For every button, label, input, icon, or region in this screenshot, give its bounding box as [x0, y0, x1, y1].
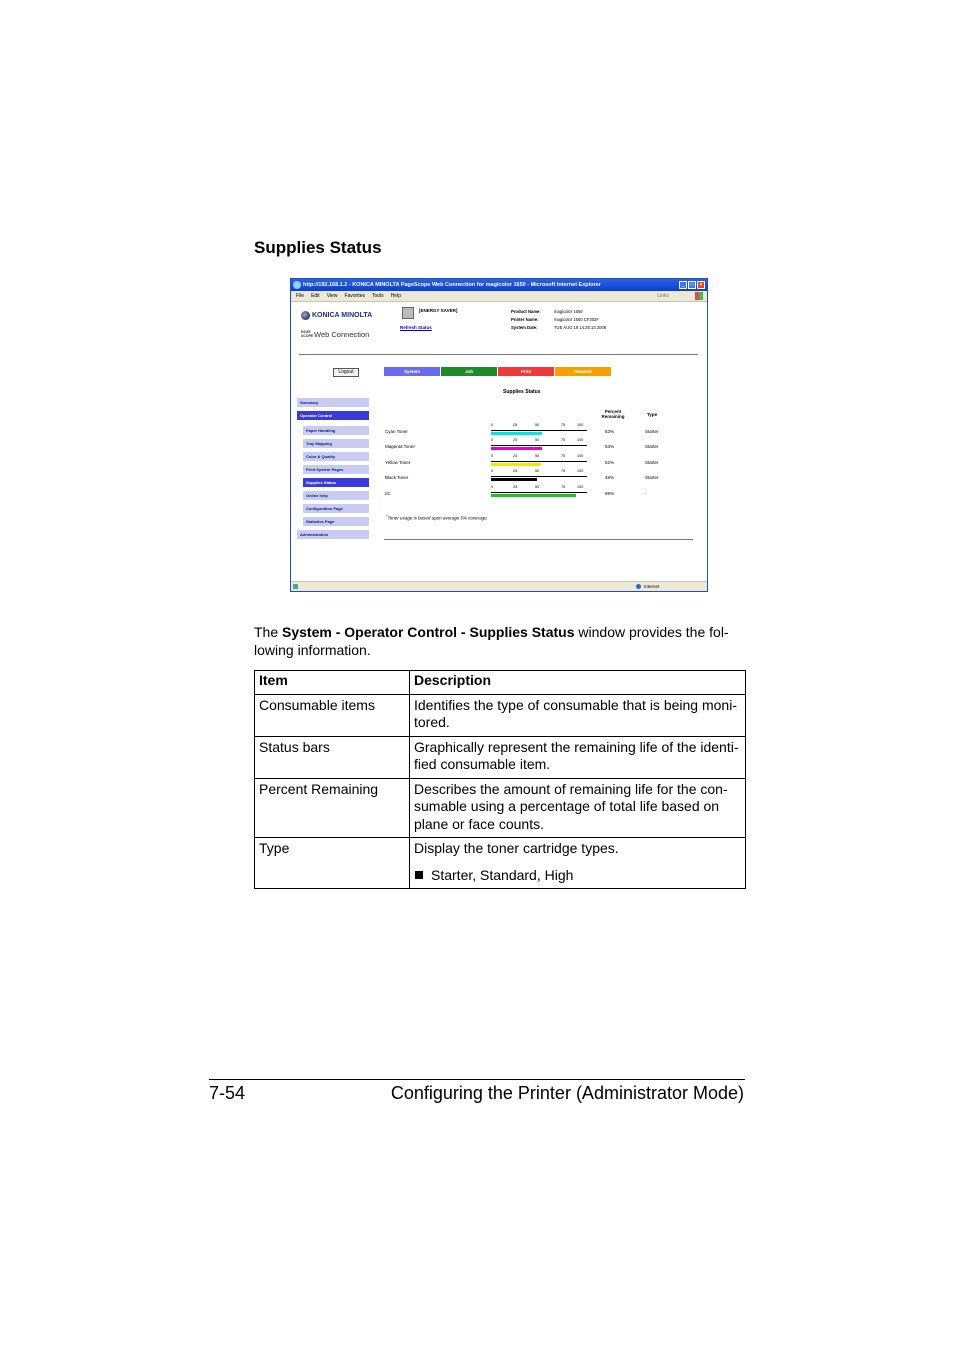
table-row	[255, 736, 746, 778]
type-options: Starter, Standard, High	[431, 866, 574, 883]
close-icon[interactable]: ×	[697, 281, 705, 289]
cell-item: Consumable items	[255, 694, 410, 736]
product-name-value: magicolor 1650	[554, 309, 583, 314]
scale-tick-label: 25	[513, 469, 518, 473]
status-bar-fill	[491, 432, 542, 435]
percent-remaining: 89%	[605, 491, 615, 496]
intro-pre: The	[254, 624, 283, 640]
section-heading: Supplies Status	[254, 238, 382, 257]
browser-screenshot	[290, 278, 708, 592]
menu-bar	[291, 291, 707, 302]
supply-row	[385, 471, 685, 485]
pagescope-label: PAGE SCOPE	[301, 330, 314, 338]
brand-logo	[301, 311, 372, 320]
scale-tick-label: 75	[561, 469, 566, 473]
page-number: 7-54	[209, 1083, 246, 1103]
menu-help[interactable]: Help	[390, 293, 401, 299]
sidebar-item-operator-control[interactable]: Operator Control	[297, 411, 369, 420]
menu-tools[interactable]: Tools	[372, 293, 384, 299]
product-info	[511, 308, 606, 332]
header-description: Description	[410, 671, 746, 695]
footer-title: Configuring the Printer (Administrator Mode)	[390, 1083, 744, 1103]
scale-tick-label: 0	[491, 423, 494, 427]
links-label[interactable]: Links	[657, 293, 669, 299]
printer-name-label: Printer Name:	[511, 317, 539, 322]
printer-name-value: magicolor 1650 CF302F	[554, 317, 599, 322]
intro-post: window provides the fol-lowing information.	[254, 624, 729, 658]
refresh-status-link[interactable]: Refresh Status	[400, 325, 432, 330]
scale-axis	[491, 445, 587, 446]
sidebar-item-summary[interactable]: Summary	[297, 398, 369, 407]
cell-description: Identifies the type of consumable that is being moni-tored.	[410, 694, 746, 736]
system-date-label: System Date:	[511, 325, 538, 330]
supply-name: Magenta Toner	[385, 444, 415, 449]
intro-paragraph	[254, 623, 746, 659]
scale-tick-label: 50	[535, 423, 540, 427]
zone-label: Internet	[644, 584, 660, 589]
supply-row	[385, 456, 685, 470]
percent-remaining: 53%	[605, 444, 615, 449]
cell-item: Status bars	[255, 736, 410, 778]
info-table	[254, 670, 746, 889]
sidebar-item-color-quality[interactable]: Color & Quality	[303, 452, 369, 461]
sidebar-item-tray-mapping[interactable]: Tray Mapping	[303, 439, 369, 448]
scale-tick-label: 0	[491, 485, 494, 489]
type-description: Display the toner cartridge types.	[414, 840, 619, 856]
supply-type: Starter	[645, 444, 659, 449]
table-header-row	[255, 671, 746, 695]
scale-tick-label: 100	[577, 485, 584, 489]
supply-name: Black Toner	[385, 475, 409, 480]
tab-network[interactable]: Network	[555, 367, 611, 376]
status-bar-fill	[491, 478, 537, 481]
window-titlebar	[291, 279, 707, 291]
scale-tick-label: 75	[561, 454, 566, 458]
cell-description	[410, 838, 746, 889]
scale-axis	[491, 476, 587, 477]
percent-remaining: 53%	[605, 429, 615, 434]
webconnection-label: Web Connection	[314, 330, 370, 339]
sidebar-item-statistics-page[interactable]: Statistics Page	[303, 517, 369, 526]
scale-tick-label: 50	[535, 438, 540, 442]
ie-icon	[293, 281, 301, 289]
bullet-square-icon	[415, 871, 423, 879]
scale-tick-label: 50	[535, 454, 540, 458]
energy-saver-status: [ENERGY SAVER]	[419, 308, 458, 313]
maximize-icon[interactable]: □	[688, 281, 696, 289]
scale-tick-label: 25	[513, 438, 518, 442]
tab-job[interactable]: Job	[441, 367, 497, 376]
percent-remaining: 48%	[605, 475, 615, 480]
window-title: http://192.168.1.2 - KONICA MINOLTA PageScope Web Connection for magicolor 1650 - Microsoft Internet Explorer	[303, 282, 601, 288]
page-icon	[293, 584, 298, 589]
status-bar-fill	[491, 494, 576, 497]
supply-row	[385, 425, 685, 439]
scale-tick-label: 75	[561, 485, 566, 489]
menu-favorites[interactable]: Favorites	[344, 293, 365, 299]
supply-row	[385, 440, 685, 454]
globe-logo-icon	[301, 311, 310, 320]
percent-remaining: 52%	[605, 460, 615, 465]
menu-file[interactable]: File	[296, 293, 305, 299]
scale-tick-label: 100	[577, 454, 584, 458]
sidebar-item-administration[interactable]: Administration	[297, 530, 369, 539]
header-item: Item	[255, 671, 410, 695]
sidebar-nav	[297, 398, 369, 543]
brand-name: KONICA MINOLTA	[312, 312, 373, 319]
scale-tick-label: 25	[513, 485, 518, 489]
printer-icon	[402, 307, 414, 319]
scale-tick-label: 100	[577, 469, 584, 473]
cell-item: Percent Remaining	[255, 778, 410, 838]
note-text: Toner usage is based upon average 5% coverage.	[387, 515, 488, 521]
sidebar-item-online-help[interactable]: Online help	[303, 491, 369, 500]
supply-name: Cyan Toner	[385, 429, 408, 434]
main-tabs	[384, 367, 612, 376]
scale-tick-label: 75	[561, 423, 566, 427]
tab-print[interactable]: Print	[498, 367, 554, 376]
scale-axis	[491, 461, 587, 462]
note-asterisk: *	[386, 514, 388, 518]
footer-rule	[209, 1079, 745, 1080]
sidebar-item-paper-handling[interactable]: Paper Handling	[303, 426, 369, 435]
status-bar	[291, 581, 707, 591]
supply-type: Starter	[645, 475, 659, 480]
menu-view[interactable]: View	[326, 293, 338, 299]
sidebar-item-print-system-pages[interactable]: Print System Pages	[303, 465, 369, 474]
supply-type: -	[645, 491, 647, 496]
supply-name: Yellow Toner	[385, 460, 411, 465]
type-header: Type	[647, 412, 658, 417]
scale-tick-label: 100	[577, 423, 584, 427]
tab-system[interactable]: System	[384, 367, 440, 376]
cell-item: Type	[255, 838, 410, 889]
scale-tick-label: 100	[577, 438, 584, 442]
scale-tick-label: 25	[513, 454, 518, 458]
table-row	[255, 778, 746, 838]
cell-description: Describes the amount of remaining life for the con-sumable using a percentage of total life based on plane or face counts.	[410, 778, 746, 838]
toner-note	[386, 514, 488, 521]
scale-tick-label: 50	[535, 485, 540, 489]
divider	[384, 539, 693, 540]
divider	[299, 354, 698, 355]
minimize-icon[interactable]: _	[679, 281, 687, 289]
status-bar-fill	[491, 463, 541, 466]
scale-axis	[491, 430, 587, 431]
menu-edit[interactable]: Edit	[311, 293, 320, 299]
webconnection-logo	[301, 330, 369, 339]
windows-logo-icon	[695, 292, 703, 300]
scale-tick-label: 0	[491, 469, 494, 473]
sidebar-item-supplies-status[interactable]: Supplies Status	[303, 478, 369, 487]
internet-zone-icon	[636, 584, 641, 589]
supply-type: Starter	[645, 429, 659, 434]
supplies-status-title: Supplies Status	[503, 389, 541, 395]
table-row	[255, 838, 746, 889]
supply-type: Starter	[645, 460, 659, 465]
product-name-label: Product Name:	[511, 309, 541, 314]
supply-name: I/C	[385, 491, 391, 496]
scale-tick-label: 0	[491, 438, 494, 442]
cell-description: Graphically represent the remaining life of the identi-fied consumable item.	[410, 736, 746, 778]
percent-remaining-header: Percent Remaining	[601, 409, 625, 419]
scale-tick-label: 0	[491, 454, 494, 458]
logout-button[interactable]: Logout	[333, 368, 359, 377]
scale-tick-label: 50	[535, 469, 540, 473]
scale-axis	[491, 492, 587, 493]
supply-row	[385, 487, 685, 501]
scale-tick-label: 75	[561, 438, 566, 442]
sidebar-item-configuration-page[interactable]: Configuration Page	[303, 504, 369, 513]
intro-bold: System - Operator Control - Supplies Status	[282, 624, 575, 640]
status-bar-fill	[491, 447, 542, 450]
scale-tick-label: 25	[513, 423, 518, 427]
type-bullet	[414, 867, 741, 885]
table-row	[255, 694, 746, 736]
system-date-value: TUE AUG 19 14:25:13 2008	[554, 325, 607, 330]
